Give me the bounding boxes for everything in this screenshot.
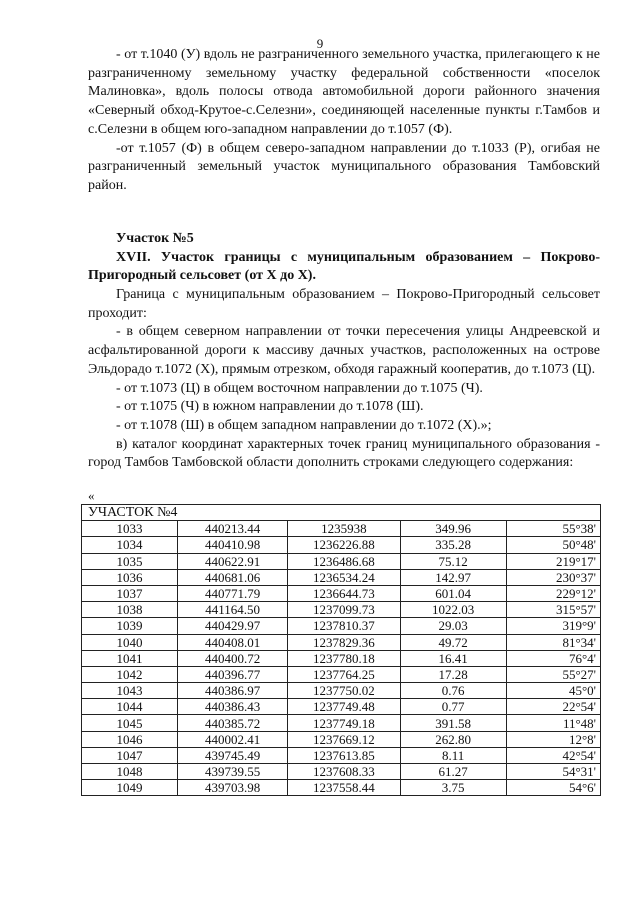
distance-cell: 349.96 bbox=[400, 521, 506, 537]
distance-cell: 0.76 bbox=[400, 683, 506, 699]
table-row bbox=[82, 521, 601, 537]
table-row bbox=[82, 634, 601, 650]
paragraph: - в общем северном направлении от точки пересечения улицы Андреевской и асфальтированной дороги к массиву дачных участков, расположенных на острове Эльдорадо т.1072 (X), прямым отрезком, обходя гаражный кооператив, до т.1073 (Ц). bbox=[88, 324, 600, 377]
direction-angle-cell: 12°8' bbox=[506, 731, 600, 747]
direction-angle-cell: 315°57' bbox=[506, 602, 600, 618]
point-number-cell: 1044 bbox=[82, 699, 178, 715]
table-row bbox=[82, 602, 601, 618]
distance-cell: 1022.03 bbox=[400, 602, 506, 618]
opening-quote-mark: « bbox=[88, 488, 95, 503]
table-row bbox=[82, 618, 601, 634]
table-row bbox=[82, 747, 601, 763]
point-number-cell: 1034 bbox=[82, 537, 178, 553]
x-coordinate-cell: 440002.41 bbox=[178, 731, 288, 747]
distance-cell: 49.72 bbox=[400, 634, 506, 650]
paragraph: Граница с муниципальным образованием – Покрово-Пригородный сельсовет проходит: bbox=[88, 287, 600, 321]
direction-angle-cell: 55°38' bbox=[506, 521, 600, 537]
page-number: 9 bbox=[316, 36, 324, 51]
y-coordinate-cell: 1237829.36 bbox=[288, 634, 400, 650]
paragraph-group-main bbox=[88, 286, 600, 473]
y-coordinate-cell: 1237608.33 bbox=[288, 764, 400, 780]
x-coordinate-cell: 440396.77 bbox=[178, 666, 288, 682]
direction-angle-cell: 219°17' bbox=[506, 553, 600, 569]
x-coordinate-cell: 441164.50 bbox=[178, 602, 288, 618]
y-coordinate-cell: 1237764.25 bbox=[288, 666, 400, 682]
table-row bbox=[82, 553, 601, 569]
table-header: УЧАСТОК №4 bbox=[82, 505, 601, 521]
point-number-cell: 1037 bbox=[82, 585, 178, 601]
direction-angle-cell: 229°12' bbox=[506, 585, 600, 601]
distance-cell: 142.97 bbox=[400, 569, 506, 585]
direction-angle-cell: 55°27' bbox=[506, 666, 600, 682]
point-number-cell: 1049 bbox=[82, 780, 178, 796]
table-row bbox=[82, 780, 601, 796]
x-coordinate-cell: 440385.72 bbox=[178, 715, 288, 731]
distance-cell: 75.12 bbox=[400, 553, 506, 569]
distance-cell: 61.27 bbox=[400, 764, 506, 780]
x-coordinate-cell: 439745.49 bbox=[178, 747, 288, 763]
point-number-cell: 1038 bbox=[82, 602, 178, 618]
plot-title: Участок №5 bbox=[116, 231, 194, 246]
distance-cell: 0.77 bbox=[400, 699, 506, 715]
table-row bbox=[82, 683, 601, 699]
distance-cell: 16.41 bbox=[400, 650, 506, 666]
table-row bbox=[82, 764, 601, 780]
paragraph: - от т.1040 (У) вдоль не разграниченного земельного участка, прилегающего к не разграниченному земельному участку федеральной собственности «поселок Малиновка», вдоль полосы отвода автомобильной дороги районного значения «Северный обход-Крутое-с.Селезни», соединяющей населенные пункты г.Тамбов и с.Селезни в общем юго-западном направлении до т.1057 (Ф). bbox=[88, 47, 600, 137]
y-coordinate-cell: 1236534.24 bbox=[288, 569, 400, 585]
table-row bbox=[82, 699, 601, 715]
y-coordinate-cell: 1237613.85 bbox=[288, 747, 400, 763]
direction-angle-cell: 54°6' bbox=[506, 780, 600, 796]
direction-angle-cell: 50°48' bbox=[506, 537, 600, 553]
x-coordinate-cell: 440622.91 bbox=[178, 553, 288, 569]
x-coordinate-cell: 440400.72 bbox=[178, 650, 288, 666]
point-number-cell: 1035 bbox=[82, 553, 178, 569]
section-heading: XVII. Участок границы с муниципальным образованием – Покрово-Пригородный сельсовет (от X до X). bbox=[88, 249, 600, 284]
point-number-cell: 1040 bbox=[82, 634, 178, 650]
paragraph-group-top bbox=[88, 46, 600, 196]
table-row bbox=[82, 569, 601, 585]
table-row bbox=[82, 585, 601, 601]
x-coordinate-cell: 440429.97 bbox=[178, 618, 288, 634]
y-coordinate-cell: 1236226.88 bbox=[288, 537, 400, 553]
direction-angle-cell: 22°54' bbox=[506, 699, 600, 715]
y-coordinate-cell: 1236644.73 bbox=[288, 585, 400, 601]
paragraph: - от т.1073 (Ц) в общем восточном направлении до т.1075 (Ч). bbox=[116, 380, 483, 396]
table-header-row bbox=[82, 505, 601, 521]
point-number-cell: 1046 bbox=[82, 731, 178, 747]
distance-cell: 3.75 bbox=[400, 780, 506, 796]
paragraph: - от т.1075 (Ч) в южном направлении до т.1078 (Ш). bbox=[116, 399, 424, 415]
point-number-cell: 1043 bbox=[82, 683, 178, 699]
point-number-cell: 1041 bbox=[82, 650, 178, 666]
point-number-cell: 1048 bbox=[82, 764, 178, 780]
table-row bbox=[82, 537, 601, 553]
direction-angle-cell: 11°48' bbox=[506, 715, 600, 731]
x-coordinate-cell: 440386.97 bbox=[178, 683, 288, 699]
y-coordinate-cell: 1237749.18 bbox=[288, 715, 400, 731]
y-coordinate-cell: 1237780.18 bbox=[288, 650, 400, 666]
y-coordinate-cell: 1237669.12 bbox=[288, 731, 400, 747]
point-number-cell: 1033 bbox=[82, 521, 178, 537]
distance-cell: 262.80 bbox=[400, 731, 506, 747]
section-heading-group bbox=[88, 230, 600, 286]
direction-angle-cell: 319°9' bbox=[506, 618, 600, 634]
point-number-cell: 1045 bbox=[82, 715, 178, 731]
x-coordinate-cell: 440408.01 bbox=[178, 634, 288, 650]
y-coordinate-cell: 1237558.44 bbox=[288, 780, 400, 796]
x-coordinate-cell: 440213.44 bbox=[178, 521, 288, 537]
point-number-cell: 1036 bbox=[82, 569, 178, 585]
point-number-cell: 1039 bbox=[82, 618, 178, 634]
distance-cell: 335.28 bbox=[400, 537, 506, 553]
y-coordinate-cell: 1237099.73 bbox=[288, 602, 400, 618]
distance-cell: 8.11 bbox=[400, 747, 506, 763]
paragraph: - от т.1078 (Ш) в общем западном направлении до т.1072 (X).»; bbox=[116, 417, 492, 433]
table-row bbox=[82, 715, 601, 731]
direction-angle-cell: 76°4' bbox=[506, 650, 600, 666]
x-coordinate-cell: 440681.06 bbox=[178, 569, 288, 585]
distance-cell: 391.58 bbox=[400, 715, 506, 731]
distance-cell: 601.04 bbox=[400, 585, 506, 601]
y-coordinate-cell: 1236486.68 bbox=[288, 553, 400, 569]
point-number-cell: 1042 bbox=[82, 666, 178, 682]
paragraph: в) каталог координат характерных точек границ муниципального образования - город Тамбов Тамбовской области дополнить строками следующего содержания: bbox=[88, 436, 600, 471]
x-coordinate-cell: 439703.98 bbox=[178, 780, 288, 796]
direction-angle-cell: 45°0' bbox=[506, 683, 600, 699]
y-coordinate-cell: 1237810.37 bbox=[288, 618, 400, 634]
table-row bbox=[82, 650, 601, 666]
direction-angle-cell: 230°37' bbox=[506, 569, 600, 585]
y-coordinate-cell: 1237749.48 bbox=[288, 699, 400, 715]
point-number-cell: 1047 bbox=[82, 747, 178, 763]
distance-cell: 17.28 bbox=[400, 666, 506, 682]
coordinates-table bbox=[81, 504, 601, 796]
paragraph: -от т.1057 (Ф) в общем северо-западном направлении до т.1033 (Р), огибая не разграниченный земельный участок муниципального образования Тамбовский район. bbox=[88, 140, 600, 193]
direction-angle-cell: 54°31' bbox=[506, 764, 600, 780]
distance-cell: 29.03 bbox=[400, 618, 506, 634]
direction-angle-cell: 81°34' bbox=[506, 634, 600, 650]
table-row bbox=[82, 731, 601, 747]
direction-angle-cell: 42°54' bbox=[506, 747, 600, 763]
y-coordinate-cell: 1237750.02 bbox=[288, 683, 400, 699]
x-coordinate-cell: 440771.79 bbox=[178, 585, 288, 601]
table-row bbox=[82, 666, 601, 682]
y-coordinate-cell: 1235938 bbox=[288, 521, 400, 537]
x-coordinate-cell: 439739.55 bbox=[178, 764, 288, 780]
x-coordinate-cell: 440410.98 bbox=[178, 537, 288, 553]
x-coordinate-cell: 440386.43 bbox=[178, 699, 288, 715]
